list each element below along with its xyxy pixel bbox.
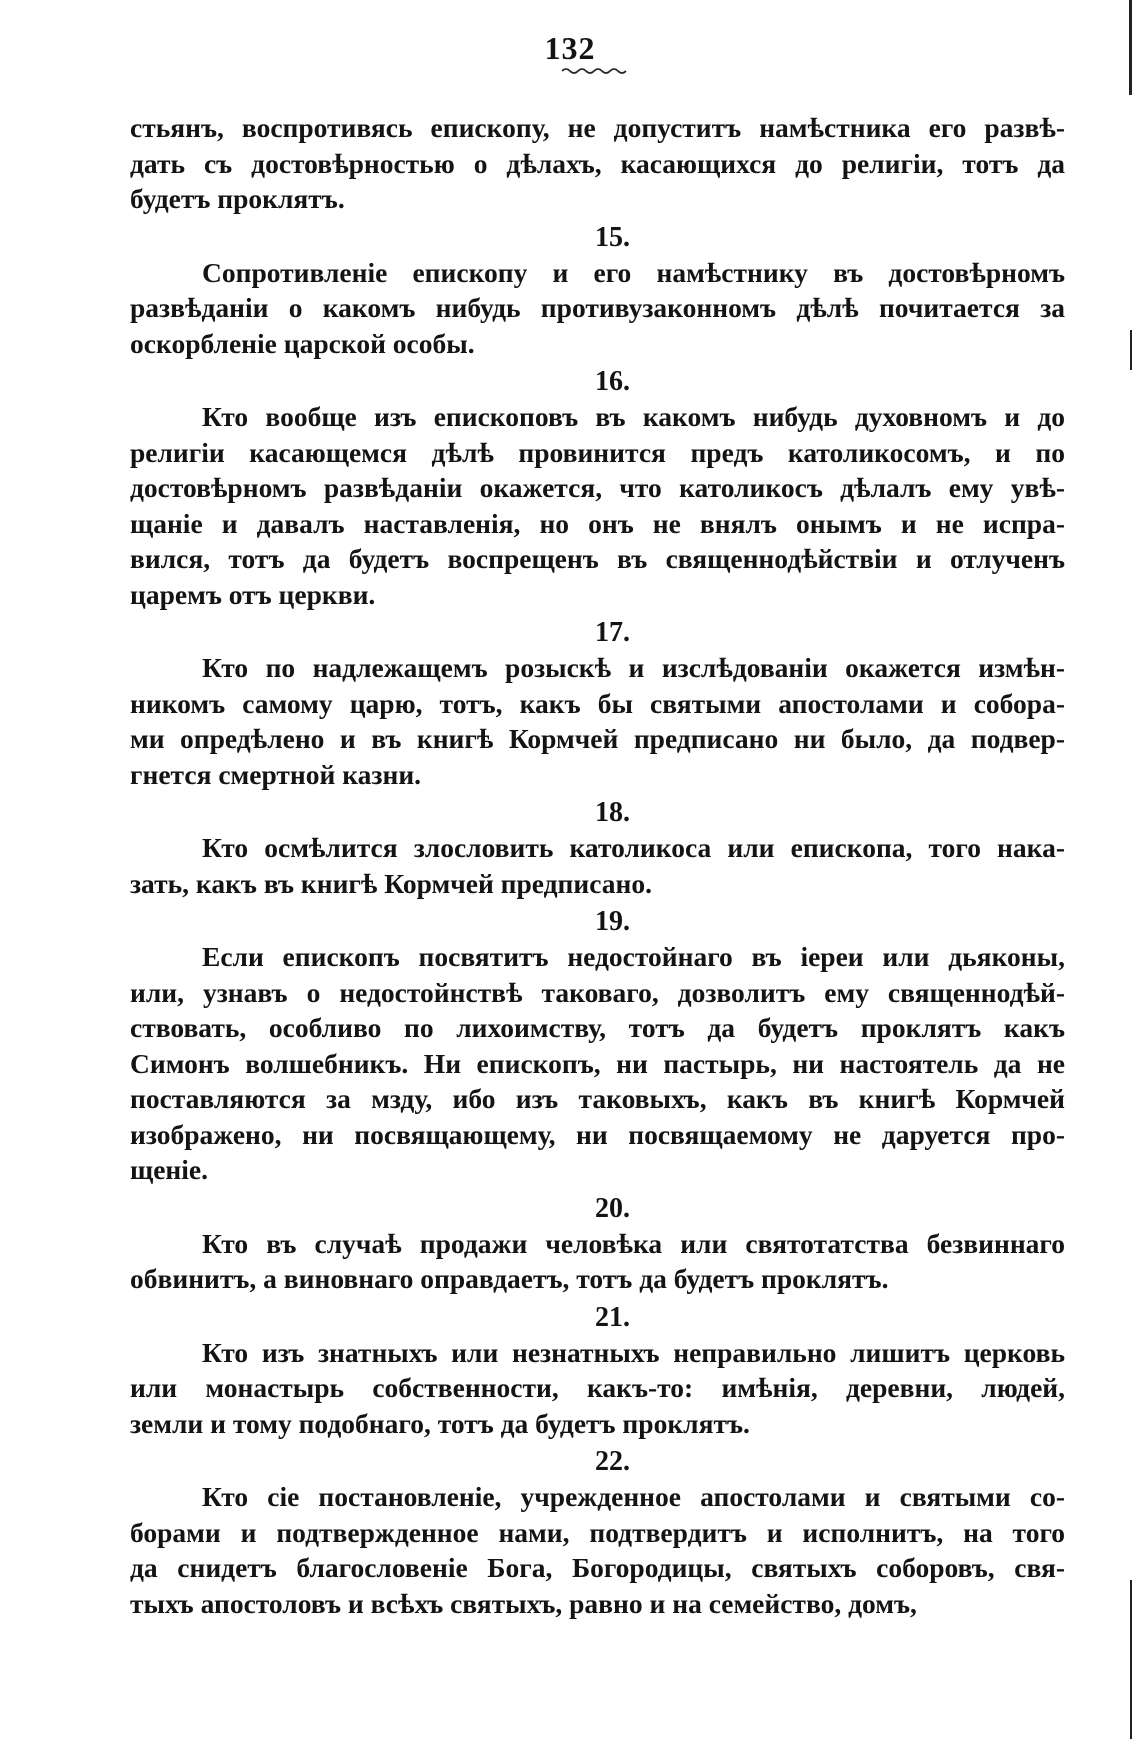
page-number-flourish-ornament xyxy=(560,66,630,76)
text-line: или, узнавъ о недостойнствѣ таковаго, дозволитъ ему священнодѣй- xyxy=(130,976,1065,1008)
document-body xyxy=(130,110,1065,1621)
paragraph xyxy=(130,110,1065,217)
text-line: поставляются за мзду, ибо изъ таковыхъ, какъ въ книгѣ Кормчей xyxy=(130,1083,1065,1114)
text-line: религіи касающемся дѣлѣ провинится предъ католикосомъ, и по xyxy=(130,436,1065,468)
text-line: стьянъ, воспротивясь епископу, не допуститъ намѣстника его развѣ- xyxy=(130,112,1065,143)
text-line: изображено, ни посвящающему, ни посвящаемому не даруется про- xyxy=(130,1118,1065,1150)
paragraph xyxy=(130,650,1065,792)
text-line: Симонъ волшебникъ. Ни епископъ, ни пастырь, ни настоятель да не xyxy=(130,1047,1065,1079)
section-number: 17. xyxy=(595,617,630,648)
paragraph xyxy=(130,399,1065,612)
text-line: щаніе и давалъ наставленія, но онъ не внялъ онымъ и не испра- xyxy=(130,507,1065,539)
text-line: обвинитъ, а виновнаго оправдаетъ, тотъ да будетъ проклятъ. xyxy=(130,1263,889,1294)
text-line: борами и подтвержденное нами, подтвердитъ и исполнитъ, на того xyxy=(130,1516,1065,1548)
paragraph xyxy=(130,830,1065,901)
page-edge-rule xyxy=(1130,330,1132,370)
text-line: земли и тому подобнаго, тотъ да будетъ проклятъ. xyxy=(130,1407,750,1439)
text-line: царемъ отъ церкви. xyxy=(130,578,376,610)
text-line: Кто вообще изъ епископовъ въ какомъ нибудь духовномъ и до xyxy=(202,401,1065,432)
text-line: щеніе. xyxy=(130,1154,208,1185)
text-line: зать, какъ въ книгѣ Кормчей предписано. xyxy=(130,867,653,899)
text-line: Кто изъ знатныхъ или незнатныхъ неправильно лишитъ церковь xyxy=(202,1336,1065,1368)
text-line: Кто осмѣлится злословить католикоса или епископа, того нака- xyxy=(202,832,1065,863)
text-line: Если епископъ посвятитъ недостойнаго въ іереи или дьяконы, xyxy=(202,941,1065,972)
section-number: 20. xyxy=(595,1192,630,1224)
text-line: тыхъ апостоловъ и всѣхъ святыхъ, равно и на семейство, домъ, xyxy=(130,1587,917,1619)
page-edge-rule xyxy=(1130,1580,1132,1739)
text-line: вился, тотъ да будетъ воспрещенъ въ священнодѣйствіи и отлученъ xyxy=(130,543,1065,574)
paragraph xyxy=(130,255,1065,362)
text-line: Кто по надлежащемъ розыскѣ и изслѣдованіи окажется измѣн- xyxy=(202,652,1065,683)
section-number: 18. xyxy=(595,797,630,828)
text-line: развѣданіи о какомъ нибудь противузаконномъ дѣлѣ почитается за xyxy=(130,292,1065,323)
text-line: или монастырь собственности, какъ-то: имѣнія, деревни, людей, xyxy=(130,1372,1065,1403)
text-line: достовѣрномъ развѣданіи окажется, что католикосъ дѣлалъ ему увѣ- xyxy=(130,472,1065,503)
section-number: 19. xyxy=(595,906,630,937)
text-line: оскорбленіе царской особы. xyxy=(130,327,475,359)
section-number: 15. xyxy=(595,221,630,253)
text-line: да снидетъ благословеніе Бога, Богородицы, святыхъ соборовъ, свя- xyxy=(130,1552,1065,1583)
paragraph xyxy=(130,939,1065,1188)
paragraph xyxy=(130,1335,1065,1442)
text-line: будетъ проклятъ. xyxy=(130,183,345,214)
text-line: дать съ достовѣрностью о дѣлахъ, касающихся до религіи, тотъ да xyxy=(130,147,1065,179)
text-line: гнется смертной казни. xyxy=(130,758,422,790)
section-number: 21. xyxy=(595,1301,630,1333)
section-number: 22. xyxy=(595,1446,630,1477)
text-line: Кто въ случаѣ продажи человѣка или святотатства безвиннаго xyxy=(202,1227,1065,1259)
section-number: 16. xyxy=(595,366,630,397)
text-line: ствовать, особливо по лихоимству, тотъ да будетъ проклятъ какъ xyxy=(130,1012,1065,1043)
text-line: Кто сіе постановленіе, учрежденное апостолами и святыми со- xyxy=(202,1481,1065,1512)
text-line: никомъ самому царю, тотъ, какъ бы святыми апостолами и собора- xyxy=(130,687,1065,719)
paragraph xyxy=(130,1226,1065,1297)
text-line: Сопротивленіе епископу и его намѣстнику въ достовѣрномъ xyxy=(202,256,1065,288)
text-line: ми опредѣлено и въ книгѣ Кормчей предписано ни было, да подвер- xyxy=(130,723,1065,754)
paragraph xyxy=(130,1479,1065,1621)
page-number: 132 xyxy=(544,30,596,66)
